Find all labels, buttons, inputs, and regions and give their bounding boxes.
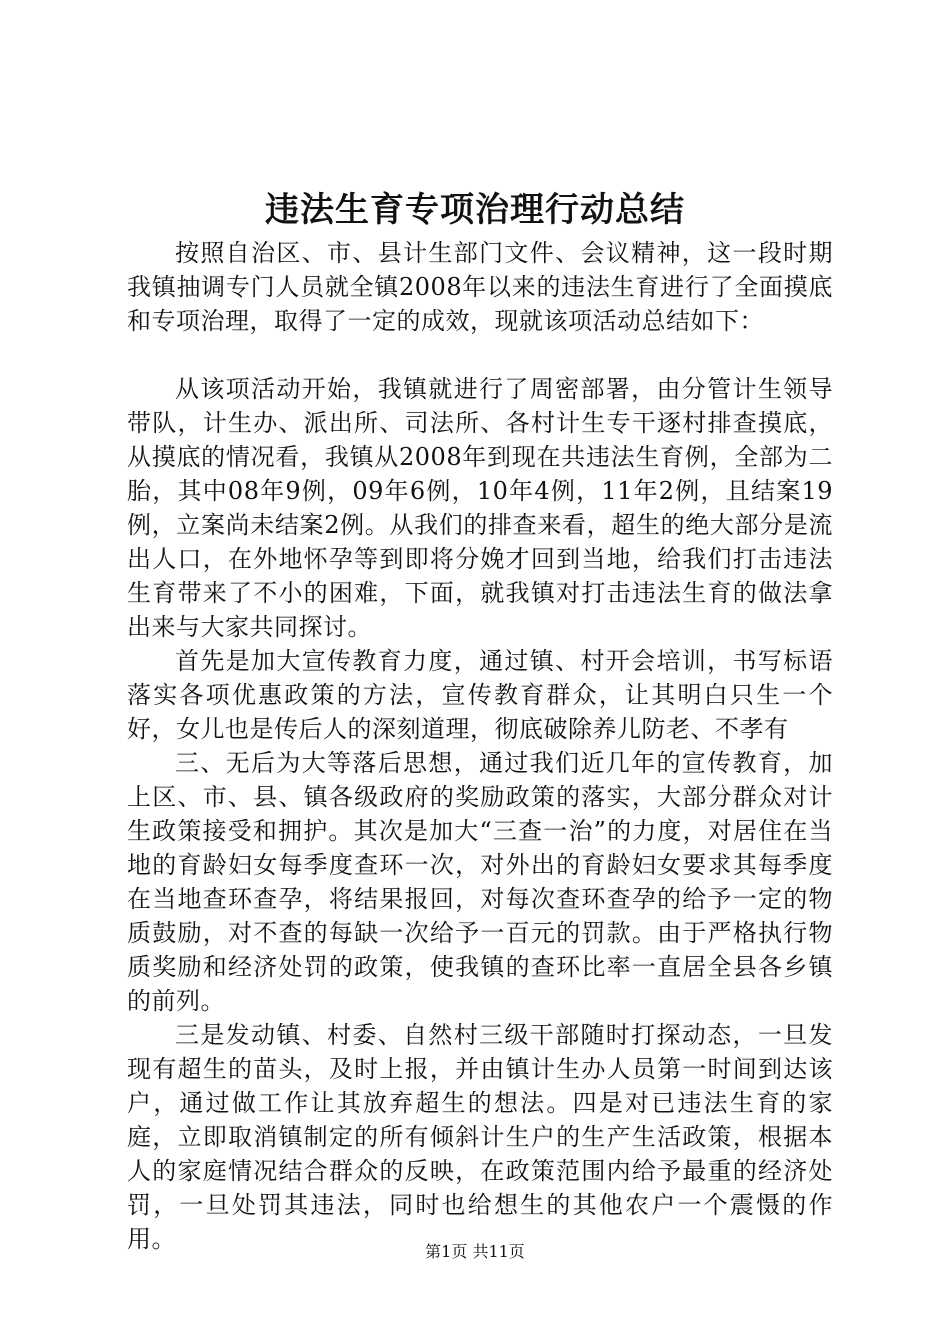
paragraph-intro: 按照自治区、市、县计生部门文件、会议精神，这一段时期我镇抽调专门人员就全镇2008年以来的违法生育进行了全面摸底和专项治理，取得了一定的成效，现就该项活动总结如下： [127,239,833,335]
paragraph-overview: 从该项活动开始，我镇就进行了周密部署，由分管计生领导带队，计生办、派出所、司法所、各村计生专干逐村排查摸底，从摸底的情况看，我镇从2008年到现在共违法生育例，全部为二胎，其中08年9例，09年6例，10年4例，11年2例，且结案19例，立案尚未结案2例。从我们的排查来看，超生的绝大部分是流出人口，在外地怀孕等到即将分娩才回到当地，给我们打击违法生育带来了不小的困难，下面，就我镇对打击违法生育的做法拿出来与大家共同探讨。 [127,375,833,641]
paragraph-checkups: 三、无后为大等落后思想，通过我们近几年的宣传教育，加上区、市、县、镇各级政府的奖励政策的落实，大部分群众对计生政策接受和拥护。其次是加大“三查一治”的力度，对居住在当地的育龄妇女每季度查环一次，对外出的育龄妇女要求其每季度在当地查环查孕，将结果报回，对每次查环查孕的给予一定的物质鼓励，对不查的每缺一次给予一百元的罚款。由于严格执行物质奖励和经济处罚的政策，使我镇的查环比率一直居全县各乡镇的前列。 [127,749,833,1015]
paragraph-publicity: 首先是加大宣传教育力度，通过镇、村开会培训，书写标语落实各项优惠政策的方法，宣传教育群众，让其明白只生一个好，女儿也是传后人的深刻道理，彻底破除养儿防老、不孝有 [127,647,833,743]
paragraph-monitoring: 三是发动镇、村委、自然村三级干部随时打探动态，一旦发现有超生的苗头，及时上报，并由镇计生办人员第一时间到达该户，通过做工作让其放弃超生的想法。四是对已违法生育的家庭，立即取消镇制定的所有倾斜计生户的生产生活政策，根据本人的家庭情况结合群众的反映，在政策范围内给予最重的经济处罚，一旦处罚其违法，同时也给想生的其他农户一个震慑的作用。 [127,1021,833,1253]
page-footer: 第1页 共11页 [425,1242,525,1261]
document-title: 违法生育专项治理行动总结 [265,190,685,230]
document-body [127,236,833,1256]
